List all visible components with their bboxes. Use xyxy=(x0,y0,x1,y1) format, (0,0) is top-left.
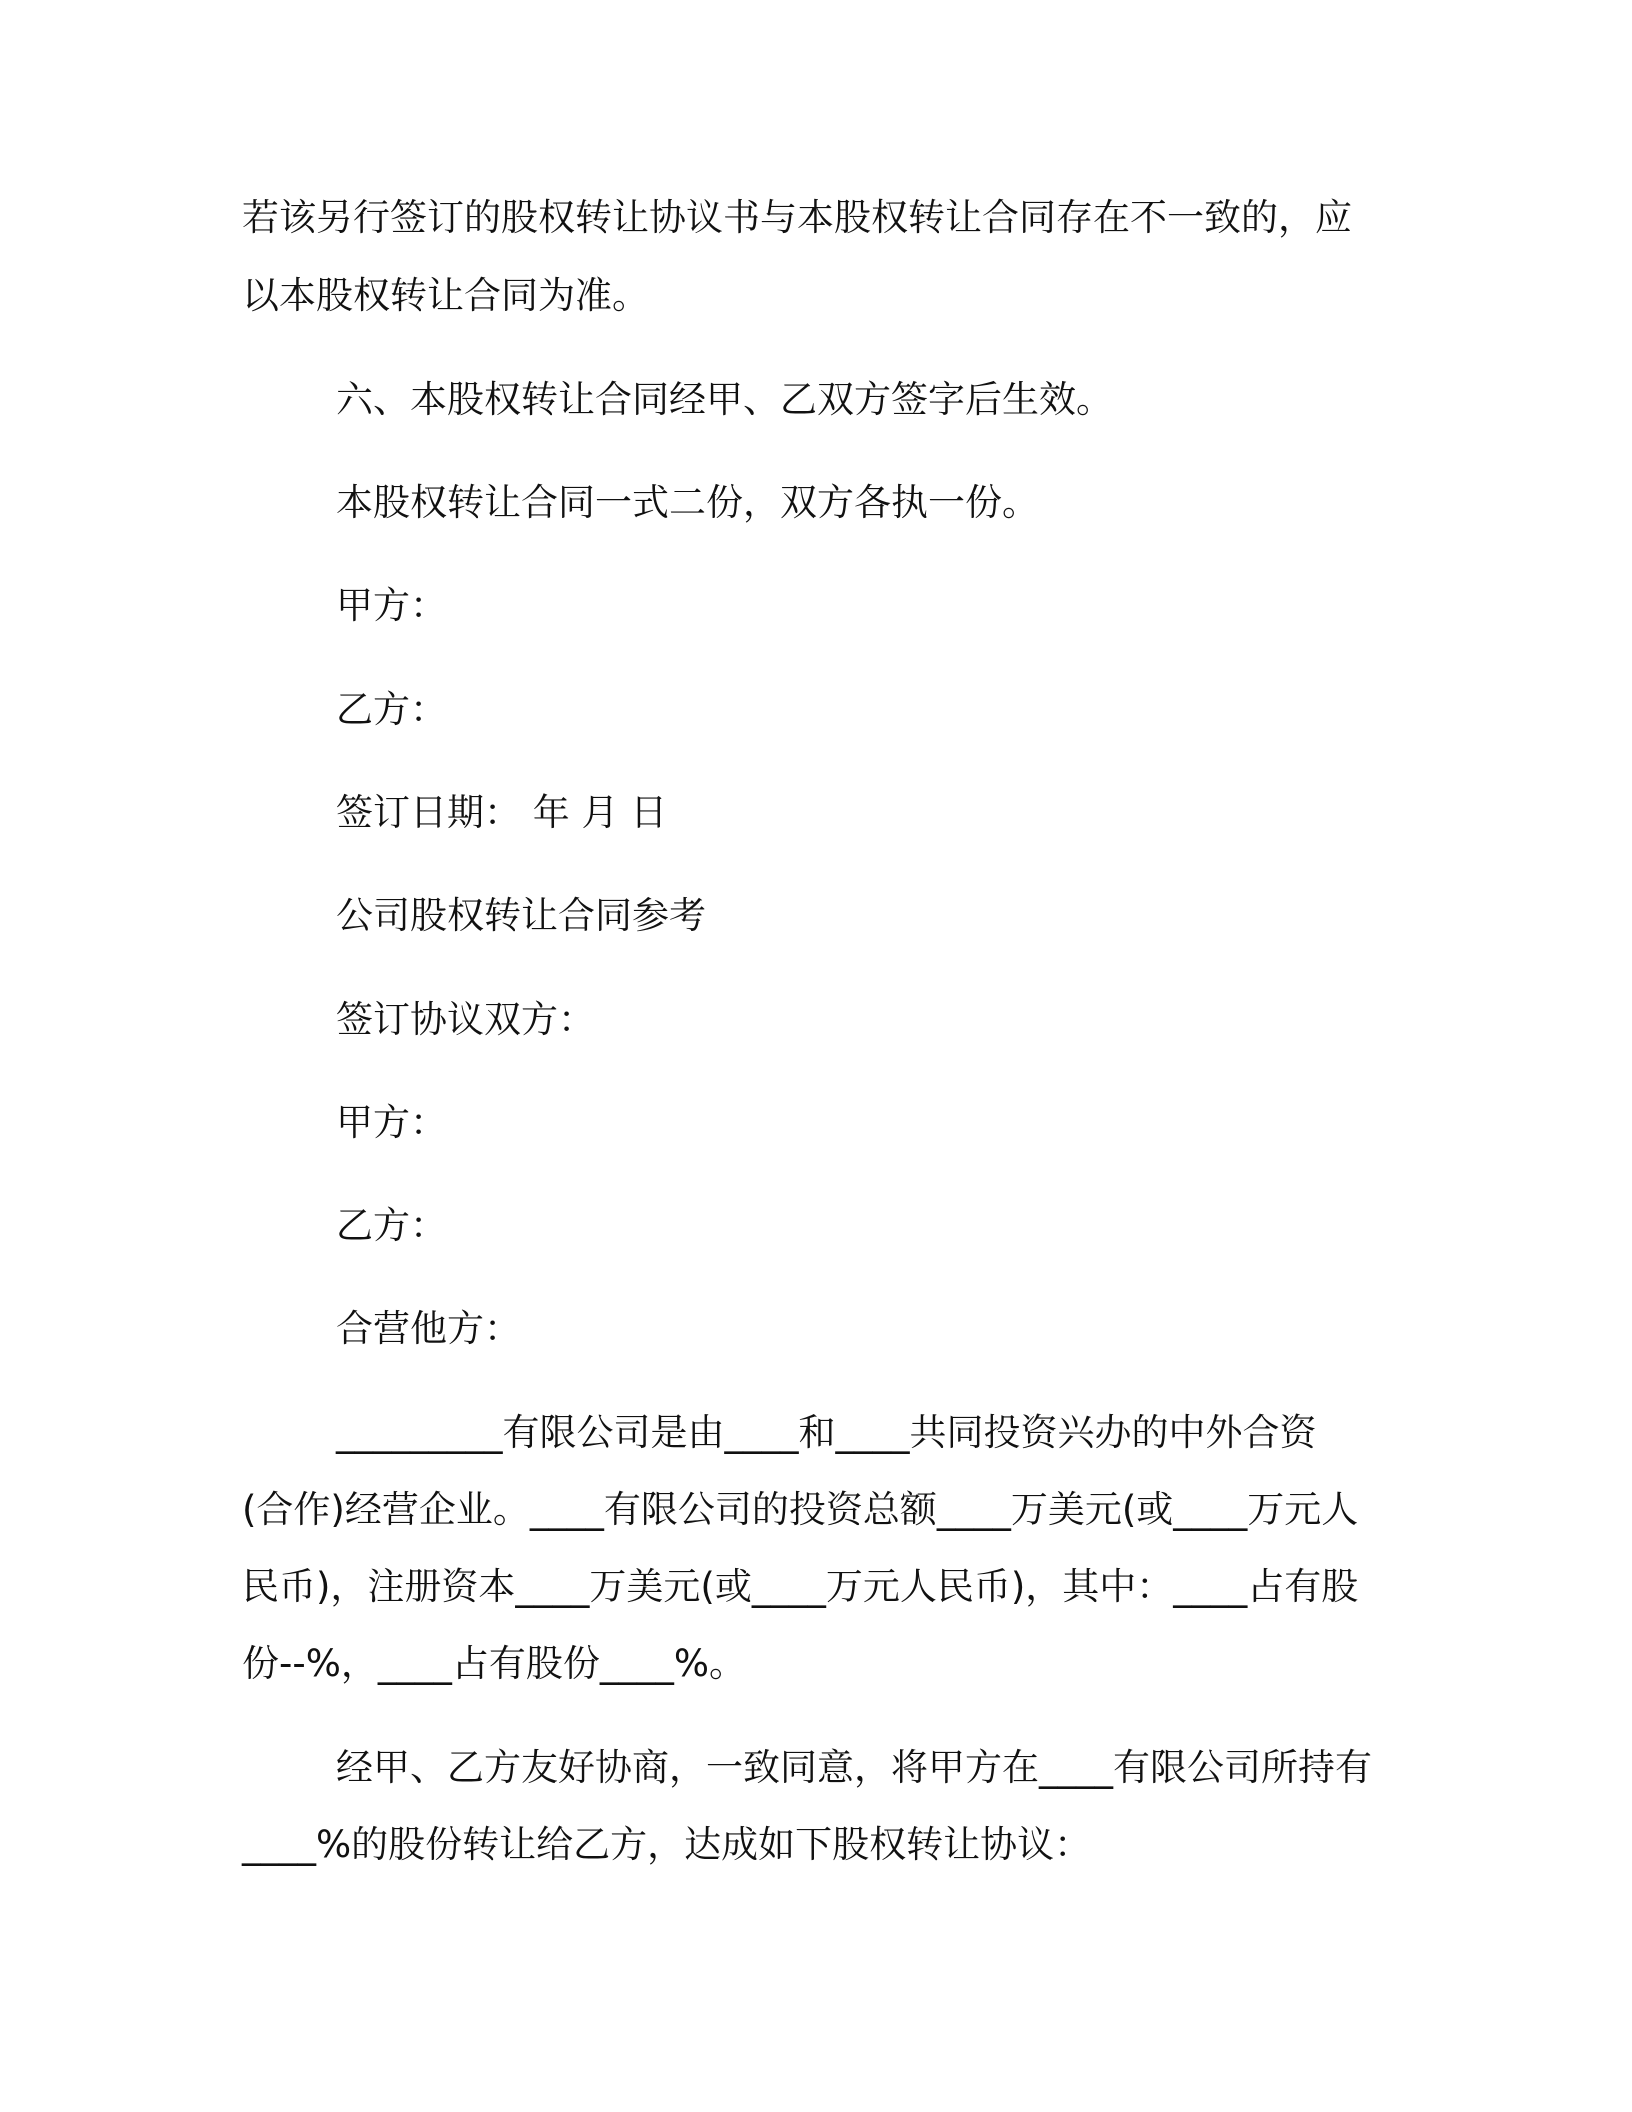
party-b-label: 乙方： xyxy=(336,1204,447,1247)
paragraph-line: ____%的股份转让给乙方，达成如下股权转让协议： xyxy=(242,1823,1092,1866)
paragraph-line: 民币)，注册资本____万美元(或____万元人民币)，其中：____占有股 xyxy=(242,1565,1359,1608)
party-a-label: 甲方： xyxy=(336,1101,447,1144)
clause-copies: 本股权转让合同一式二份，双方各执一份。 xyxy=(336,481,1039,524)
clause-effective: 六、本股权转让合同经甲、乙双方签字后生效。 xyxy=(336,378,1113,421)
signing-date-label: 签订日期： 年 月 日 xyxy=(336,791,668,834)
paragraph-line: 若该另行签订的股权转让协议书与本股权转让合同存在不一致的，应 xyxy=(242,196,1352,239)
section-title: 公司股权转让合同参考 xyxy=(336,894,706,937)
signing-parties-label: 签订协议双方： xyxy=(336,998,595,1041)
paragraph-line: 份--%，____占有股份____%。 xyxy=(242,1642,747,1685)
party-a-label: 甲方： xyxy=(336,584,447,627)
paragraph-line: _________有限公司是由____和____共同投资兴办的中外合资 xyxy=(336,1411,1317,1454)
paragraph-line: 经甲、乙方友好协商，一致同意，将甲方在____有限公司所持有 xyxy=(336,1746,1372,1789)
party-b-label: 乙方： xyxy=(336,688,447,731)
other-party-label: 合营他方： xyxy=(336,1307,521,1350)
paragraph-line: 以本股权转让合同为准。 xyxy=(242,274,649,317)
paragraph-line: (合作)经营企业。____有限公司的投资总额____万美元(或____万元人 xyxy=(242,1488,1359,1531)
